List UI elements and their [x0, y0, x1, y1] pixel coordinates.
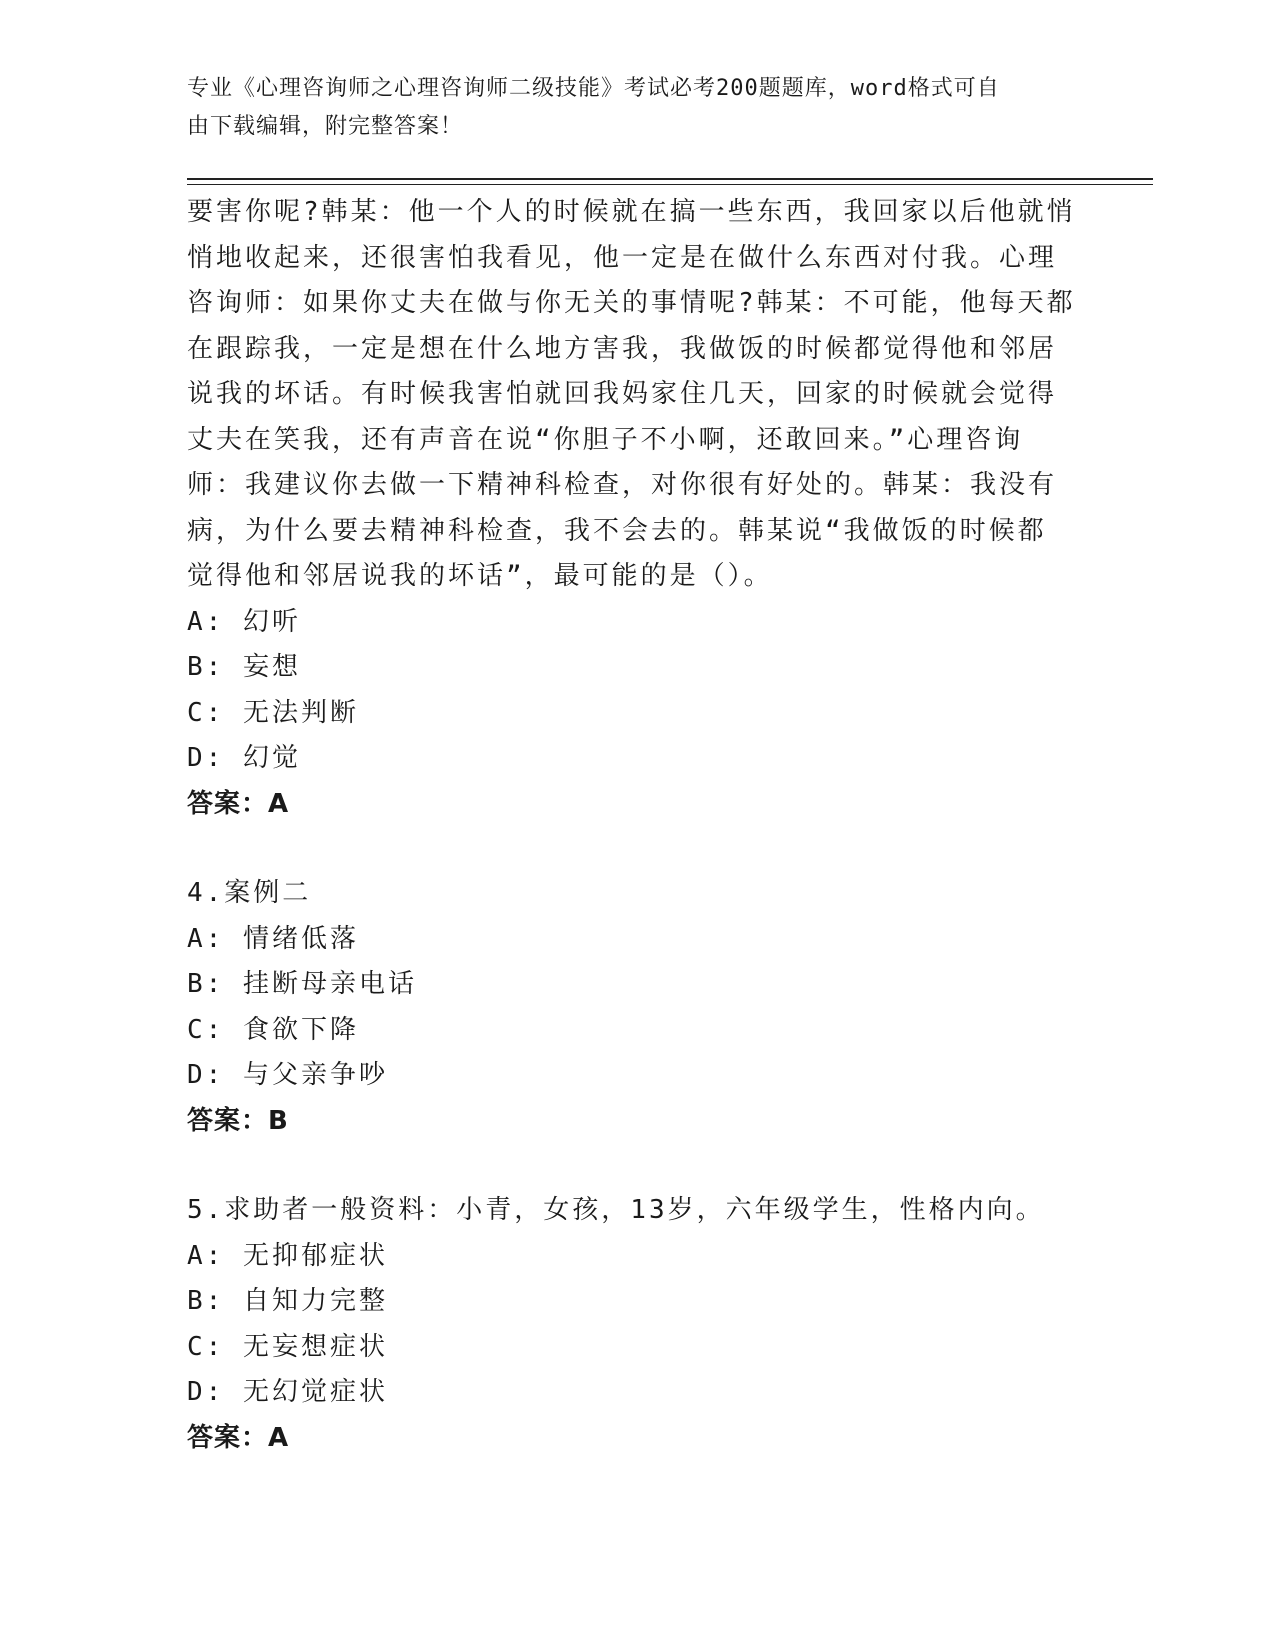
question-stem: 5.求助者一般资料：小青，女孩，13岁，六年级学生，性格内向。 — [187, 1195, 1045, 1225]
document-header — [187, 70, 1067, 146]
question-text-line: 病，为什么要去精神科检查，我不会去的。韩某说“我做饭的时候都 — [187, 515, 1047, 546]
option-c: C: 无法判断 — [187, 697, 359, 728]
header-divider-thick — [187, 178, 1153, 180]
question-5 — [187, 1188, 1087, 1461]
question-text-line: 咨询师：如果你丈夫在做与你无关的事情呢?韩某：不可能，他每天都 — [187, 288, 1076, 318]
option-d: D: 无幻觉症状 — [187, 1377, 388, 1407]
answer: 答案：B — [187, 1105, 289, 1136]
option-b: B: 妄想 — [187, 652, 301, 682]
option-d: D: 幻觉 — [187, 743, 301, 773]
header-divider-thin — [187, 184, 1153, 185]
question-text-line: 丈夫在笑我，还有声音在说“你胆子不小啊，还敢回来。”心理咨询 — [187, 424, 1024, 455]
question-text-line: 悄地收起来，还很害怕我看见，他一定是在做什么东西对付我。心理 — [187, 242, 1058, 273]
option-d: D: 与父亲争吵 — [187, 1060, 388, 1090]
option-b: B: 挂断母亲电话 — [187, 969, 417, 999]
question-text-line: 在跟踪我，一定是想在什么地方害我，我做饭的时候都觉得他和邻居 — [187, 333, 1058, 364]
document-body — [187, 190, 1087, 1461]
option-a: A: 幻听 — [187, 606, 301, 637]
spacer — [187, 1144, 1087, 1188]
question-text-line: 要害你呢?韩某：他一个人的时候就在搞一些东西，我回家以后他就悄 — [187, 197, 1076, 227]
answer: 答案：A — [187, 1422, 290, 1453]
question-text-line: 觉得他和邻居说我的坏话”，最可能的是（）。 — [187, 561, 773, 591]
question-text-line: 师：我建议你去做一下精神科检查，对你很有好处的。韩某：我没有 — [187, 470, 1058, 500]
option-a: A: 无抑郁症状 — [187, 1240, 388, 1271]
question-3 — [187, 190, 1087, 827]
header-title-line-2: 由下载编辑，附完整答案！ — [187, 114, 464, 139]
question-stem: 4.案例二 — [187, 878, 312, 908]
answer: 答案：A — [187, 788, 290, 819]
question-4 — [187, 871, 1087, 1144]
question-text-line: 说我的坏话。有时候我害怕就回我妈家住几天，回家的时候就会觉得 — [187, 379, 1058, 409]
header-title-line-1: 专业《心理咨询师之心理咨询师二级技能》考试必考200题题库，word格式可自 — [187, 76, 1000, 101]
option-c: C: 食欲下降 — [187, 1014, 359, 1045]
option-b: B: 自知力完整 — [187, 1286, 388, 1316]
option-c: C: 无妄想症状 — [187, 1331, 388, 1362]
spacer — [187, 827, 1087, 871]
option-a: A: 情绪低落 — [187, 923, 359, 954]
